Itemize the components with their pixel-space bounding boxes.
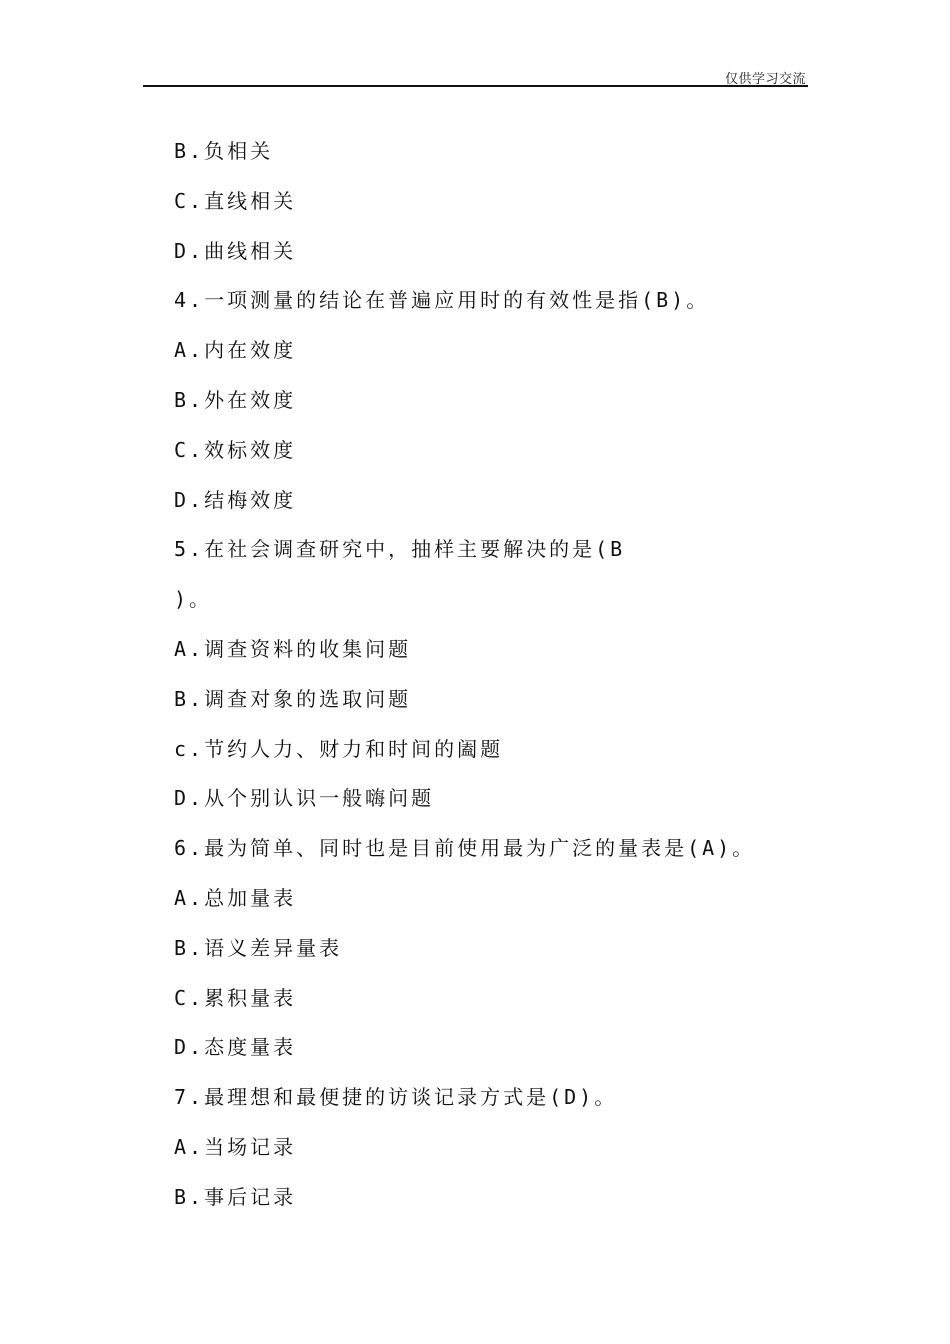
option-line: A.调查资料的收集问题 <box>174 636 412 661</box>
option-line: B.调查对象的选取问题 <box>174 686 412 711</box>
option-line: A.内在效度 <box>174 338 297 363</box>
question-line-continuation: )。 <box>174 587 213 612</box>
option-line: C.效标效度 <box>174 437 297 462</box>
question-line: 7.最理想和最便捷的访谈记录方式是(D)。 <box>174 1085 618 1110</box>
option-line: D.从个别认识一般嗨问题 <box>174 786 435 811</box>
option-line: D.曲线相关 <box>174 238 297 263</box>
option-line: B.负相关 <box>174 139 274 163</box>
header-divider <box>143 85 808 87</box>
option-line: C.直线相关 <box>174 188 297 213</box>
option-line: A.总加量表 <box>174 885 297 910</box>
option-line: D.结梅效度 <box>174 487 297 512</box>
option-line: D.态度量表 <box>174 1035 297 1060</box>
question-line: 5.在社会调查研究中，抽样主要解决的是(B <box>174 537 626 562</box>
option-line: A.当场记录 <box>174 1134 297 1159</box>
option-line: B.语义差异量表 <box>174 935 343 960</box>
question-line: 4.一项测量的结论在普遍应用时的有效性是指(B)。 <box>174 288 710 313</box>
option-line: C.累积量表 <box>174 985 297 1010</box>
page-header-note: 仅供学习交流 <box>724 72 806 87</box>
document-body <box>174 134 814 1230</box>
option-line: c.节约人力、财力和时间的阖题 <box>174 736 504 761</box>
option-line: B.外在效度 <box>174 387 297 412</box>
question-line: 6.最为简单、同时也是目前使用最为广泛的量表是(A)。 <box>174 836 756 861</box>
option-line: B.事后记录 <box>174 1184 297 1209</box>
